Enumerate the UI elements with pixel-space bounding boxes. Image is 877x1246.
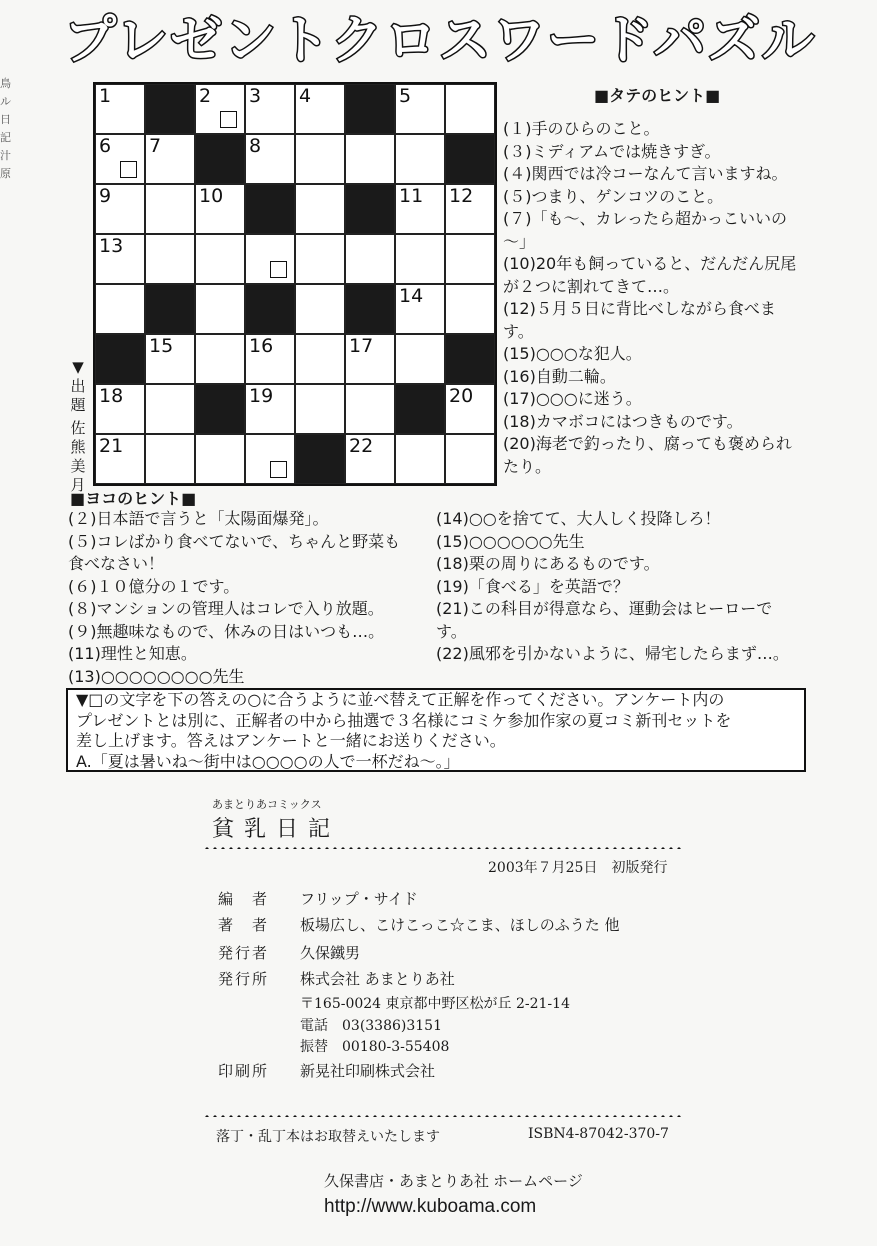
clue-number: 17 — [349, 335, 374, 357]
credit-char: 出 — [70, 377, 86, 395]
dotted-divider — [203, 844, 685, 852]
grid-cell[interactable] — [95, 434, 145, 484]
grid-cell[interactable] — [295, 184, 345, 234]
hint-line: (９)無趣味なもので、休みの日はいつも…。 — [68, 621, 385, 641]
hint-line: (22)風邪を引かないように、帰宅したらまず…。 — [436, 644, 789, 663]
hint-line: (４)関西では冷コーなんて言いますね。 — [503, 164, 788, 183]
grid-cell[interactable] — [395, 434, 445, 484]
hint-line: 食べなさい！ — [68, 554, 165, 573]
hint-line: (８)マンションの管理人はコレで入り放題。 — [68, 599, 384, 618]
grid-cell[interactable] — [395, 284, 445, 334]
black-cell — [245, 184, 295, 234]
grid-cell[interactable] — [445, 284, 495, 334]
notice-line: 差し上げます。答えはアンケートと一緒にお送りください。 — [76, 731, 506, 750]
grid-cell[interactable] — [95, 284, 145, 334]
clue-number: 1 — [99, 85, 112, 107]
edge-char: 記 — [0, 131, 11, 144]
puzzle-credit — [70, 358, 86, 495]
grid-cell[interactable] — [95, 384, 145, 434]
homepage-label: 久保書店・あまとりあ社 ホームページ — [324, 1173, 583, 1190]
editor-label: 編 者 — [218, 890, 270, 908]
publisher-transfer-account: 振替 00180-3-55408 — [300, 1039, 450, 1055]
grid-cell[interactable] — [395, 134, 445, 184]
issuer-value: 久保鐵男 — [300, 944, 361, 962]
grid-cell[interactable] — [195, 84, 245, 134]
black-cell — [395, 384, 445, 434]
author-label: 著 者 — [218, 916, 270, 934]
grid-cell[interactable] — [445, 234, 495, 284]
hint-line: (７)「も〜、カレったら超かっこいいの — [503, 209, 788, 228]
series-name: あまとりあコミックス — [212, 798, 322, 811]
isbn: ISBN4-87042-370-7 — [528, 1126, 669, 1142]
grid-cell[interactable] — [145, 134, 195, 184]
black-cell — [345, 284, 395, 334]
grid-cell[interactable] — [295, 334, 345, 384]
clue-number: 8 — [249, 135, 262, 157]
black-cell — [195, 384, 245, 434]
grid-cell[interactable] — [245, 234, 295, 284]
grid-cell[interactable] — [245, 134, 295, 184]
clue-number: 3 — [249, 85, 262, 107]
grid-cell[interactable] — [345, 384, 395, 434]
publisher-phone: 電話 03(3386)3151 — [300, 1018, 442, 1034]
grid-cell[interactable] — [95, 184, 145, 234]
grid-cell[interactable] — [245, 434, 295, 484]
yoko-hints-left — [68, 508, 448, 688]
printer-value: 新晃社印刷株式会社 — [300, 1062, 436, 1080]
grid-cell[interactable] — [345, 234, 395, 284]
grid-cell[interactable] — [195, 284, 245, 334]
black-cell — [345, 184, 395, 234]
grid-cell[interactable] — [145, 334, 195, 384]
hint-line: (３)ミディアムでは焼きすぎ。 — [503, 141, 721, 161]
clue-number: 11 — [399, 185, 424, 207]
grid-cell[interactable] — [395, 334, 445, 384]
editor-value: フリップ・サイド — [300, 890, 418, 908]
grid-cell[interactable] — [145, 184, 195, 234]
clue-number: 19 — [249, 385, 274, 407]
answer-letter-box — [120, 161, 137, 178]
grid-cell[interactable] — [295, 384, 345, 434]
clue-number: 5 — [399, 85, 412, 107]
author-value: 板場広し、こけこっこ☆こま、ほしのふうた 他 — [300, 916, 620, 934]
edge-char: 鳥 — [0, 77, 11, 90]
credit-char: 美 — [70, 457, 86, 475]
black-cell — [445, 334, 495, 384]
tate-hints — [503, 118, 823, 478]
answer-letter-box — [220, 111, 237, 128]
book-title: 貧乳日記 — [212, 817, 341, 842]
clue-number: 12 — [449, 185, 474, 207]
clue-number: 15 — [149, 335, 174, 357]
hint-line: す。 — [436, 621, 467, 641]
credit-char: 熊 — [70, 438, 86, 456]
hint-line: (21)この科目が得意なら、運動会はヒーローで — [436, 599, 773, 618]
grid-cell[interactable] — [295, 84, 345, 134]
black-cell — [195, 134, 245, 184]
clue-number: 13 — [99, 235, 124, 257]
clue-number: 18 — [99, 385, 124, 407]
grid-cell[interactable] — [95, 134, 145, 184]
grid-cell[interactable] — [345, 334, 395, 384]
dotted-divider — [203, 1112, 685, 1120]
publisher-address: 〒165-0024 東京都中野区松が丘 2-21-14 — [300, 996, 570, 1012]
hint-line: (５)コレばかり食べてないで、ちゃんと野菜も — [68, 531, 401, 551]
hint-line: (２)日本語で言うと「太陽面爆発」。 — [68, 509, 329, 528]
grid-cell[interactable] — [245, 84, 295, 134]
grid-cell[interactable] — [195, 234, 245, 284]
clue-number: 14 — [399, 285, 424, 307]
publisher-value: 株式会社 あまとりあ社 — [300, 970, 455, 988]
edge-char: 日 — [0, 113, 11, 126]
hint-line: (18)カマボコにはつきものです。 — [503, 411, 743, 431]
grid-cell[interactable] — [95, 84, 145, 134]
grid-cell[interactable] — [145, 434, 195, 484]
hint-line: (６)１０億分の１です。 — [68, 576, 240, 596]
answer-letter-box — [270, 261, 287, 278]
homepage-url[interactable]: http://www.kuboama.com — [324, 1196, 537, 1217]
hint-line: (11)理性と知恵。 — [68, 644, 197, 663]
grid-cell[interactable] — [395, 234, 445, 284]
hint-line: 〜」 — [503, 231, 536, 251]
answer-instructions-box — [66, 688, 806, 772]
left-edge-text — [0, 75, 10, 183]
grid-cell[interactable] — [345, 434, 395, 484]
edge-char: ル — [0, 95, 11, 108]
hint-line: (15)○○○○○○先生 — [436, 531, 585, 551]
grid-cell[interactable] — [395, 184, 445, 234]
credit-char: ▼ — [72, 358, 84, 376]
hint-line: (５)つまり、ゲンコツのこと。 — [503, 186, 724, 206]
answer-letter-box — [270, 461, 287, 478]
hint-line: (10)20年も飼っていると、だんだん尻尾 — [503, 254, 797, 273]
black-cell — [295, 434, 345, 484]
hint-line: (14)○○を捨てて、大人しく投降しろ！ — [436, 509, 721, 528]
grid-cell[interactable] — [445, 384, 495, 434]
hint-line: (１)手のひらのこと。 — [503, 119, 660, 138]
hint-line: たり。 — [503, 456, 552, 476]
crossword-grid — [93, 82, 497, 486]
grid-cell[interactable] — [195, 184, 245, 234]
clue-number: 10 — [199, 185, 224, 207]
clue-number: 2 — [199, 85, 212, 107]
grid-cell[interactable] — [245, 384, 295, 434]
yoko-hints-right — [436, 508, 856, 666]
grid-cell[interactable] — [345, 134, 395, 184]
hint-line: (20)海老で釣ったり、腐っても褒められ — [503, 434, 792, 453]
black-cell — [445, 134, 495, 184]
clue-number: 9 — [99, 185, 112, 207]
hint-line: (19)「食べる」を英語で？ — [436, 576, 629, 596]
grid-cell[interactable] — [145, 234, 195, 284]
grid-cell[interactable] — [445, 184, 495, 234]
grid-cell[interactable] — [195, 434, 245, 484]
yoko-heading: ■ヨコのヒント■ — [70, 489, 197, 508]
credit-char: 月 — [70, 476, 86, 494]
publisher-label: 発行所 — [218, 970, 270, 988]
edge-char: 汁 — [0, 149, 11, 162]
grid-cell[interactable] — [95, 234, 145, 284]
edge-char: 原 — [0, 167, 11, 180]
black-cell — [245, 284, 295, 334]
grid-cell[interactable] — [295, 234, 345, 284]
tate-heading: ■タテのヒント■ — [594, 86, 721, 105]
black-cell — [95, 334, 145, 384]
notice-answer-line: A.「夏は暑いね〜街中は○○○○の人で一杯だね〜。」 — [76, 751, 460, 771]
grid-cell[interactable] — [395, 84, 445, 134]
grid-cell[interactable] — [445, 434, 495, 484]
black-cell — [345, 84, 395, 134]
black-cell — [145, 84, 195, 134]
page-title: プレゼントクロスワードパズル — [64, 11, 816, 71]
grid-cell[interactable] — [195, 334, 245, 384]
hint-line: (12)５月５日に背比べしながら食べま — [503, 299, 776, 318]
hint-line: (13)○○○○○○○○先生 — [68, 666, 245, 686]
hint-line: す。 — [503, 321, 534, 341]
publication-date: 2003年７月25日 初版発行 — [488, 860, 668, 876]
hint-line: (15)○○○な犯人。 — [503, 344, 642, 363]
notice-line: ▼□の文字を下の答えの○に合うように並べ替えて正解を作ってください。アンケート内の — [76, 690, 725, 709]
hint-line: (16)自動二輪。 — [503, 366, 616, 386]
hint-line: が２つに割れてきて…。 — [503, 276, 680, 296]
clue-number: 4 — [299, 85, 312, 107]
credit-char: 佐 — [70, 419, 86, 437]
clue-number: 21 — [99, 435, 124, 457]
issuer-label: 発行者 — [218, 944, 270, 962]
grid-cell[interactable] — [295, 134, 345, 184]
printer-label: 印刷所 — [218, 1062, 270, 1080]
grid-cell[interactable] — [145, 384, 195, 434]
grid-cell[interactable] — [445, 84, 495, 134]
notice-line: プレゼントとは別に、正解者の中から抽選で３名様にコミケ参加作家の夏コミ新刊セットを — [76, 710, 732, 730]
clue-number: 6 — [99, 135, 112, 157]
clue-number: 22 — [349, 435, 374, 457]
credit-char: 題 — [70, 396, 86, 414]
hint-line: (17)○○○に迷う。 — [503, 389, 642, 408]
clue-number: 7 — [149, 135, 162, 157]
misprint-notice: 落丁・乱丁本はお取替えいたします — [216, 1129, 440, 1145]
grid-cell[interactable] — [245, 334, 295, 384]
black-cell — [145, 284, 195, 334]
clue-number: 16 — [249, 335, 274, 357]
hint-line: (18)栗の周りにあるものです。 — [436, 554, 660, 573]
grid-cell[interactable] — [295, 284, 345, 334]
clue-number: 20 — [449, 385, 474, 407]
